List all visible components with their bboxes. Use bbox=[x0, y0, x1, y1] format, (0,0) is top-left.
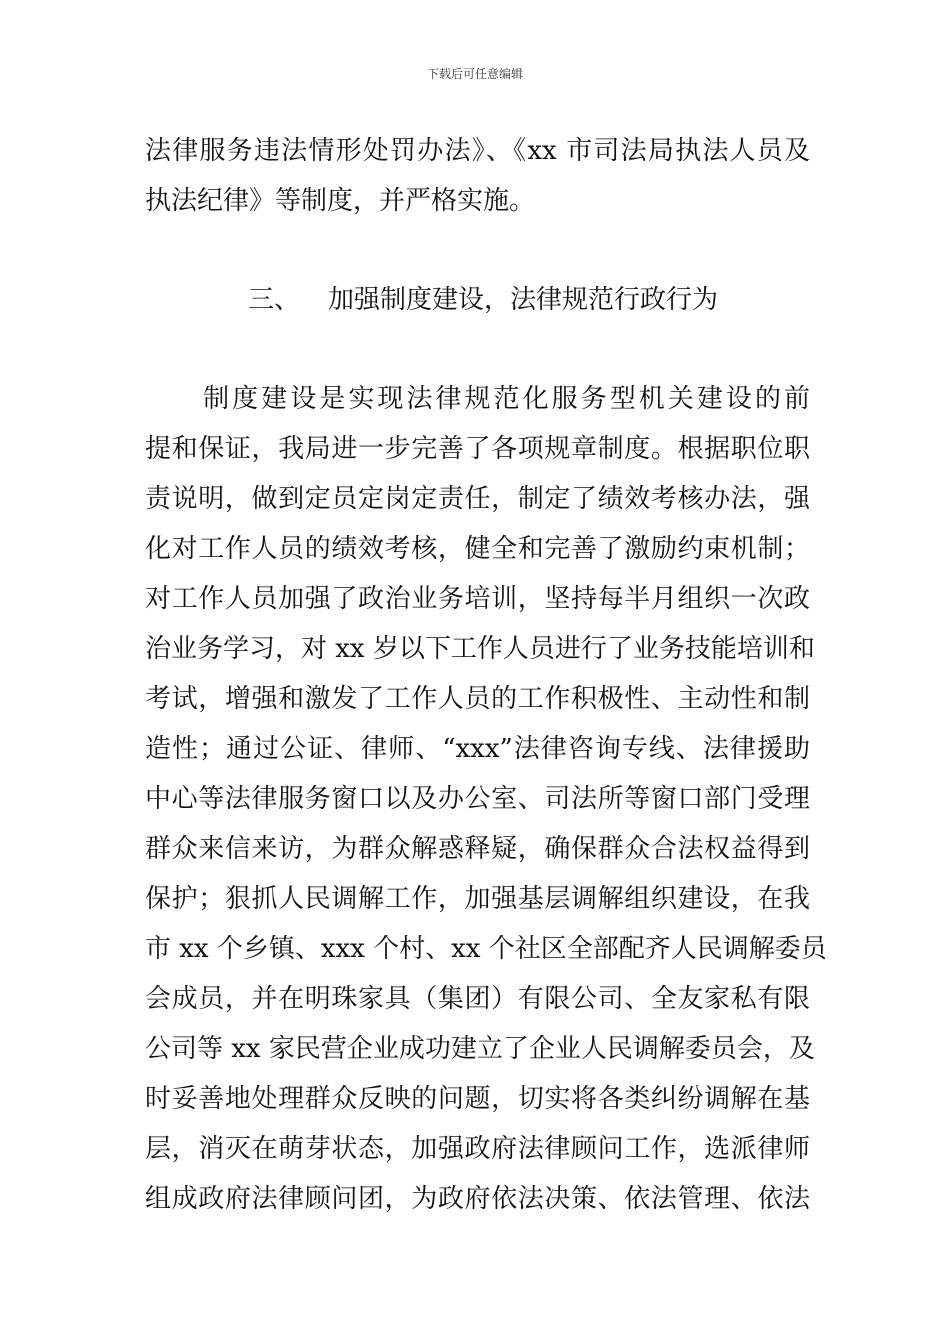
body-line: 市 xx 个乡镇、xxx 个村、xx 个社区全部配齐人民调解委员 bbox=[145, 934, 827, 964]
section-number: 三、 bbox=[248, 285, 301, 315]
body-line: 会成员，并在明珠家具（集团）有限公司、全友家私有限 bbox=[145, 984, 810, 1014]
intro-line-1: 法律服务违法情形处罚办法》、《xx 市司法局执法人员及 bbox=[145, 136, 810, 166]
body-line: 考试，增强和激发了工作人员的工作积极性、主动性和制 bbox=[145, 684, 810, 714]
body-line: 造性；通过公证、律师、“xxx”法律咨询专线、法律援助 bbox=[145, 734, 810, 764]
intro-line-2: 执法纪律》等制度，并严格实施。 bbox=[145, 186, 536, 216]
body-line: 层，消灭在萌芽状态，加强政府法律顾问工作，选派律师 bbox=[145, 1134, 810, 1164]
section-title: 加强制度建设，法律规范行政行为 bbox=[328, 285, 719, 315]
body-line: 保护；狠抓人民调解工作，加强基层调解组织建设，在我 bbox=[145, 884, 810, 914]
body-line: 群众来信来访，为群众解惑释疑，确保群众合法权益得到 bbox=[145, 834, 810, 864]
body-line: 时妥善地处理群众反映的问题，切实将各类纠纷调解在基 bbox=[145, 1084, 810, 1114]
body-line: 对工作人员加强了政治业务培训，坚持每半月组织一次政 bbox=[145, 584, 810, 614]
body-line: 制度建设是实现法律规范化服务型机关建设的前 bbox=[145, 384, 810, 414]
page-header: 下载后可任意编辑 bbox=[426, 67, 523, 81]
section-heading bbox=[248, 283, 718, 317]
body-line: 提和保证，我局进一步完善了各项规章制度。根据职位职 bbox=[145, 434, 810, 464]
body-line: 责说明，做到定员定岗定责任，制定了绩效考核办法，强 bbox=[145, 484, 810, 514]
body-line: 中心等法律服务窗口以及办公室、司法所等窗口部门受理 bbox=[145, 784, 810, 814]
body-line: 组成政府法律顾问团，为政府依法决策、依法管理、依法 bbox=[145, 1184, 810, 1214]
body-line: 公司等 xx 家民营企业成功建立了企业人民调解委员会，及 bbox=[145, 1034, 815, 1064]
body-line: 化对工作人员的绩效考核，健全和完善了激励约束机制； bbox=[145, 534, 810, 564]
body-line: 治业务学习，对 xx 岁以下工作人员进行了业务技能培训和 bbox=[145, 634, 815, 664]
